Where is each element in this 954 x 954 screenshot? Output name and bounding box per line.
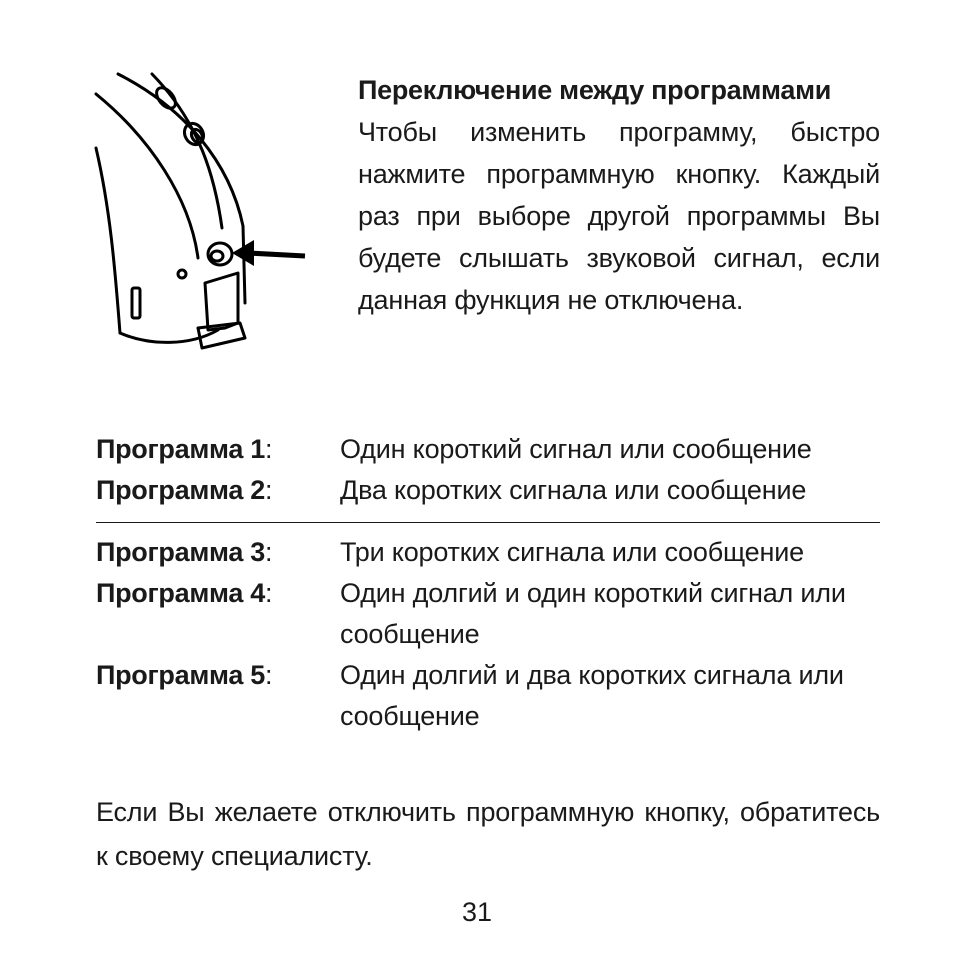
program-description: Один долгий и один короткий сигнал или сообщение <box>340 578 846 649</box>
intro-section <box>358 70 880 321</box>
program-name: Программа 4 <box>96 578 265 608</box>
program-description: Один короткий сигнал или сообщение <box>340 434 812 464</box>
program-name: Программа 2 <box>96 475 265 505</box>
hearing-aid-illustration <box>90 68 320 358</box>
program-name: Программа 5 <box>96 660 265 690</box>
program-list-bottom <box>96 532 886 737</box>
program-colon: : <box>264 475 273 505</box>
program-row <box>96 573 886 655</box>
section-heading: Переключение между программами <box>358 75 832 105</box>
program-description: Два коротких сигнала или сообщение <box>340 475 807 505</box>
page-number: 31 <box>461 897 493 927</box>
program-colon: : <box>264 578 273 608</box>
program-description: Один долгий и два коротких сигнала или сообщение <box>340 660 844 731</box>
program-name: Программа 1 <box>96 434 265 464</box>
divider <box>96 522 880 523</box>
program-list-top <box>96 429 886 511</box>
program-description: Три коротких сигнала или сообщение <box>340 537 804 567</box>
program-row <box>96 470 886 511</box>
program-colon: : <box>264 537 273 567</box>
program-row <box>96 532 886 573</box>
program-name: Программа 3 <box>96 537 265 567</box>
program-row <box>96 655 886 737</box>
section-paragraph: Чтобы изменить программу, быстро нажмите программную кнопку. Каждый раз при выборе другой программы Вы будете слышать звуковой сигнал, если данная функция не отключена. <box>358 117 880 315</box>
program-row <box>96 429 886 470</box>
program-colon: : <box>264 660 273 690</box>
program-colon: : <box>264 434 273 464</box>
closing-paragraph: Если Вы желаете отключить программную кнопку, обратитесь к своему специалисту. <box>96 797 880 871</box>
hearing-aid-icon <box>90 68 320 358</box>
